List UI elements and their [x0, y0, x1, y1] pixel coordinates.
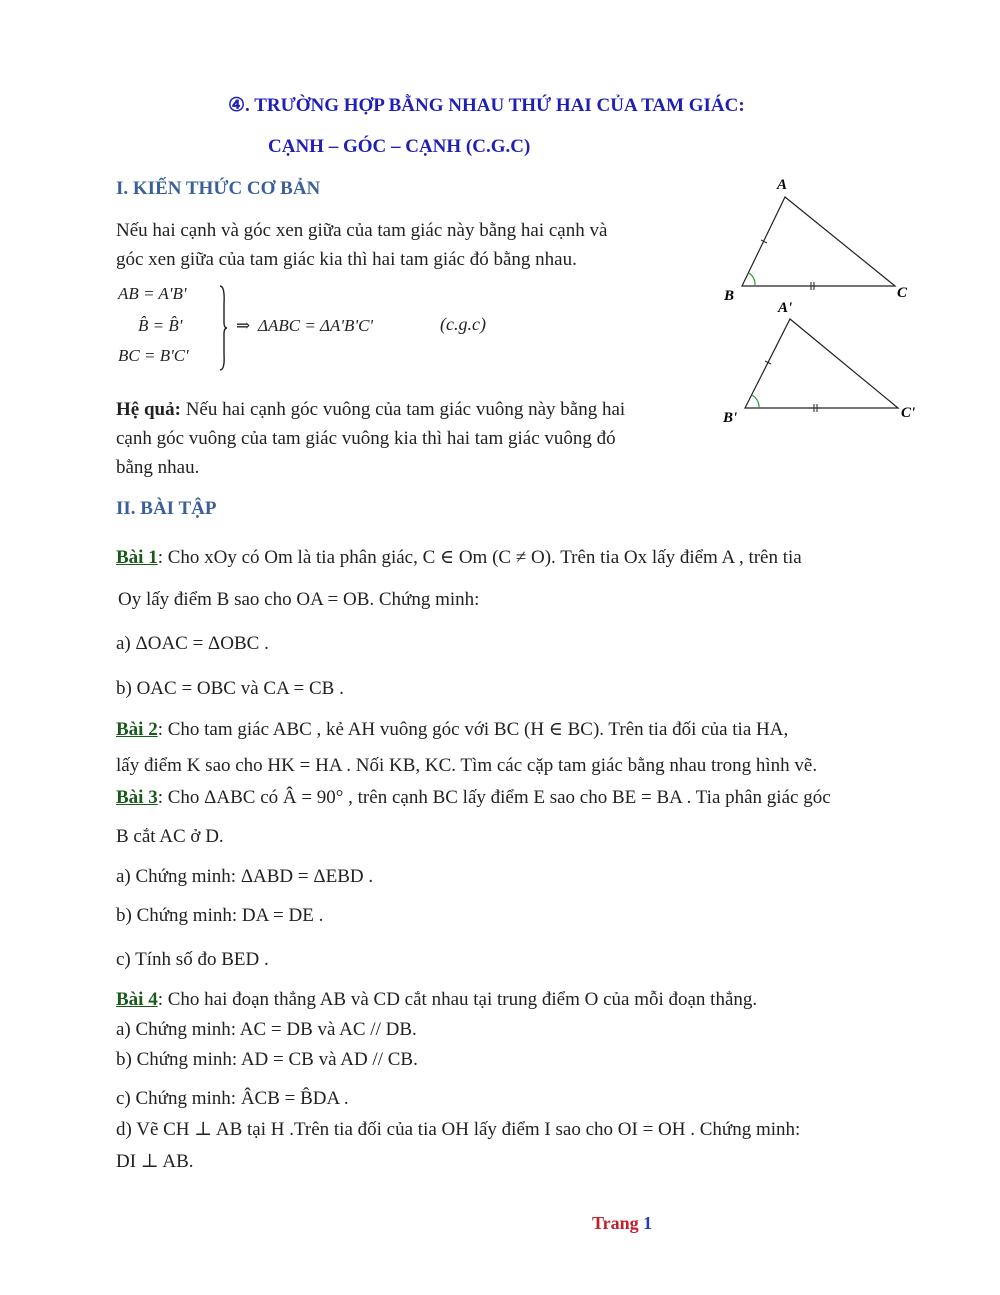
exercise-1-line2: Oy lấy điểm B sao cho OA = OB. Chứng minh: — [118, 589, 480, 610]
rule-text-line1: Nếu hai cạnh và góc xen giữa của tam giác này bằng hai cạnh và — [116, 220, 608, 241]
label-b: B — [724, 288, 735, 304]
exercise-1-label: Bài 1 — [116, 547, 158, 568]
exercise-2-label: Bài 2 — [116, 719, 158, 740]
exercise-3-line2: B cắt AC ở D. — [116, 826, 224, 847]
corollary-label: Hệ quả: — [116, 399, 181, 420]
exercise-1-part-a: a) ΔOAC = ΔOBC . — [116, 633, 269, 654]
label-c: C — [897, 285, 908, 301]
triangle-a2b2c2 — [722, 300, 915, 426]
exercise-3-part-b: b) Chứng minh: DA = DE . — [116, 905, 324, 926]
corollary-line1 — [116, 399, 625, 421]
label-a: A — [777, 177, 788, 193]
exercise-3-line1 — [116, 787, 831, 809]
exercise-3-part-c: c) Tính số đo BED . — [116, 949, 269, 970]
section-heading-basics: I. KIẾN THỨC CƠ BẢN — [116, 178, 321, 199]
formula-conclusion: ΔABC = ΔA'B'C' — [258, 316, 374, 335]
exercise-2-text: : Cho tam giác ABC , kẻ AH vuông góc với BC (H ∈ BC). Trên tia đối của tia HA, — [157, 719, 789, 740]
exercise-4-part-a: a) Chứng minh: AC = DB và AC // DB. — [116, 1019, 417, 1040]
page-number: 1 — [643, 1213, 653, 1233]
label-c-prime: C' — [901, 405, 916, 421]
formula-brace — [219, 284, 227, 372]
exercise-1-part-b: b) OAC = OBC và CA = CB . — [116, 678, 344, 699]
exercise-1-text: : Cho xOy có Om là tia phân giác, C ∈ Om (C ≠ O). Trên tia Ox lấy điểm A , trên tia — [157, 547, 802, 568]
formula-case: (c.g.c) — [440, 314, 486, 334]
exercise-4-line1 — [116, 989, 757, 1011]
label-b-prime: B' — [723, 410, 738, 426]
triangle-abc — [723, 177, 908, 304]
exercise-3-text: : Cho ΔABC có Â = 90° , trên cạnh BC lấy điểm E sao cho BE = BA . Tia phân giác góc — [157, 787, 831, 808]
triangles-figure — [715, 170, 925, 430]
page-footer — [592, 1213, 652, 1234]
exercise-1-line1 — [116, 546, 802, 569]
page-subtitle: CẠNH – GÓC – CẠNH (C.G.C) — [268, 136, 531, 157]
formula-angle-b: B̂ = B̂' — [138, 316, 183, 335]
formula-side-bc: BC = B'C' — [118, 346, 189, 365]
exercise-4-text: : Cho hai đoạn thẳng AB và CD cắt nhau tại trung điểm O của mỗi đoạn thẳng. — [157, 989, 758, 1010]
page-footer-label: Trang — [592, 1213, 644, 1233]
exercise-2-line1 — [116, 718, 788, 741]
exercise-4-label: Bài 4 — [116, 989, 158, 1010]
exercise-4-part-c: c) Chứng minh: ÂCB = B̂DA . — [116, 1088, 349, 1109]
exercise-4-part-b: b) Chứng minh: AD = CB và AD // CB. — [116, 1049, 418, 1070]
exercise-3-part-a: a) Chứng minh: ΔABD = ΔEBD . — [116, 866, 374, 887]
exercise-4-part-d-line2: DI ⊥ AB. — [116, 1151, 194, 1172]
label-a-prime: A' — [778, 300, 793, 316]
exercise-4-part-d-line1: d) Vẽ CH ⊥ AB tại H .Trên tia đối của tia OH lấy điểm I sao cho OI = OH . Chứng minh: — [116, 1119, 801, 1140]
formula-implies: ⇒ — [236, 316, 251, 335]
exercise-2-line2: lấy điểm K sao cho HK = HA . Nối KB, KC. Tìm các cặp tam giác bằng nhau trong hình vẽ. — [116, 755, 818, 776]
exercise-3-label: Bài 3 — [116, 787, 158, 808]
page-title: ④. TRƯỜNG HỢP BẰNG NHAU THỨ HAI CỦA TAM GIÁC: — [228, 95, 745, 116]
formula-side-ab: AB = A'B' — [118, 284, 187, 303]
section-heading-exercises: II. BÀI TẬP — [116, 498, 217, 519]
corollary-line2: cạnh góc vuông của tam giác vuông kia thì hai tam giác vuông đó — [116, 428, 616, 449]
corollary-line3: bằng nhau. — [116, 457, 200, 478]
corollary-text: Nếu hai cạnh góc vuông của tam giác vuông này bằng hai — [180, 399, 626, 420]
rule-text-line2: góc xen giữa của tam giác kia thì hai tam giác đó bằng nhau. — [116, 249, 577, 270]
